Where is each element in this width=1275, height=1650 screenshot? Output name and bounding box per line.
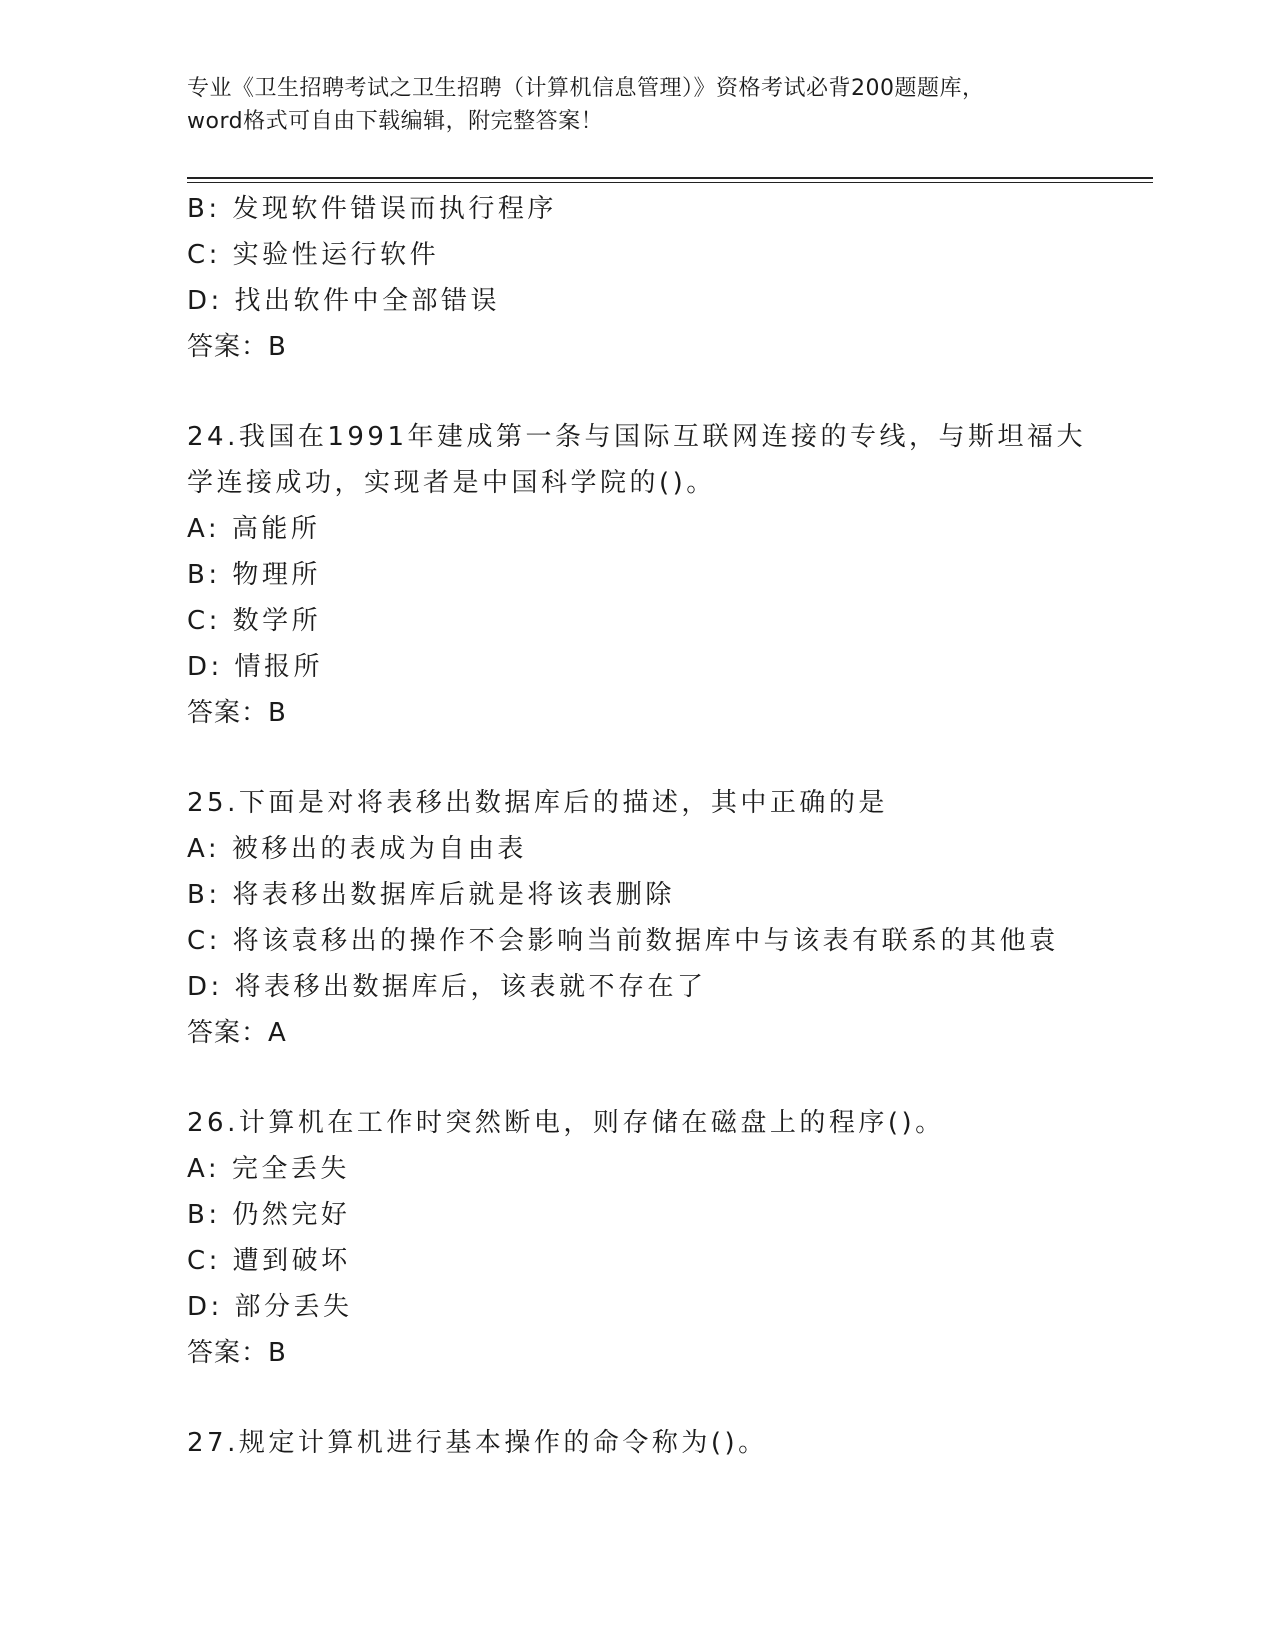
question-stem: 25.下面是对将表移出数据库后的描述，其中正确的是	[187, 788, 888, 818]
option-b: B: 仍然完好	[187, 1200, 351, 1230]
question-23-tail	[187, 186, 1087, 370]
option-b: B: 物理所	[187, 560, 321, 590]
question-stem: 24.我国在1991年建成第一条与国际互联网连接的专线，与斯坦福大	[187, 422, 1087, 452]
spacer	[187, 1056, 1087, 1100]
option-b: B: 发现软件错误而执行程序	[187, 194, 557, 224]
header-title-line-2: word格式可自由下载编辑，附完整答案！	[187, 109, 604, 134]
option-a: A: 被移出的表成为自由表	[187, 834, 527, 864]
header-divider	[187, 177, 1153, 179]
option-a: A: 完全丢失	[187, 1154, 350, 1184]
header-title-line-1: 专业《卫生招聘考试之卫生招聘（计算机信息管理）》资格考试必背200题题库，	[187, 76, 985, 101]
option-c: C: 遭到破坏	[187, 1246, 351, 1276]
question-stem: 27.规定计算机进行基本操作的命令称为()。	[187, 1428, 768, 1458]
question-list	[187, 186, 1087, 1466]
option-c: C: 数学所	[187, 606, 322, 636]
spacer	[187, 736, 1087, 780]
spacer	[187, 1376, 1087, 1420]
answer: 答案：A	[187, 1018, 287, 1048]
answer: 答案：B	[187, 698, 287, 728]
option-a: A: 高能所	[187, 514, 321, 544]
answer: 答案：B	[187, 332, 287, 362]
option-b: B: 将表移出数据库后就是将该表删除	[187, 880, 675, 910]
question-27	[187, 1420, 1087, 1466]
header-divider-thin	[187, 182, 1153, 183]
document-header	[187, 72, 1087, 138]
spacer	[187, 370, 1087, 414]
option-d: D: 情报所	[187, 652, 324, 682]
question-26	[187, 1100, 1087, 1376]
option-d: D: 部分丢失	[187, 1292, 353, 1322]
question-25	[187, 780, 1087, 1056]
option-d: D: 找出软件中全部错误	[187, 286, 501, 316]
option-c: C: 将该袁移出的操作不会影响当前数据库中与该表有联系的其他袁	[187, 926, 1059, 956]
option-d: D: 将表移出数据库后，该表就不存在了	[187, 972, 707, 1002]
question-stem-continued: 学连接成功，实现者是中国科学院的()。	[187, 468, 716, 498]
question-24	[187, 414, 1087, 736]
answer: 答案：B	[187, 1338, 287, 1368]
question-stem: 26.计算机在工作时突然断电，则存储在磁盘上的程序()。	[187, 1108, 945, 1138]
option-c: C: 实验性运行软件	[187, 240, 440, 270]
